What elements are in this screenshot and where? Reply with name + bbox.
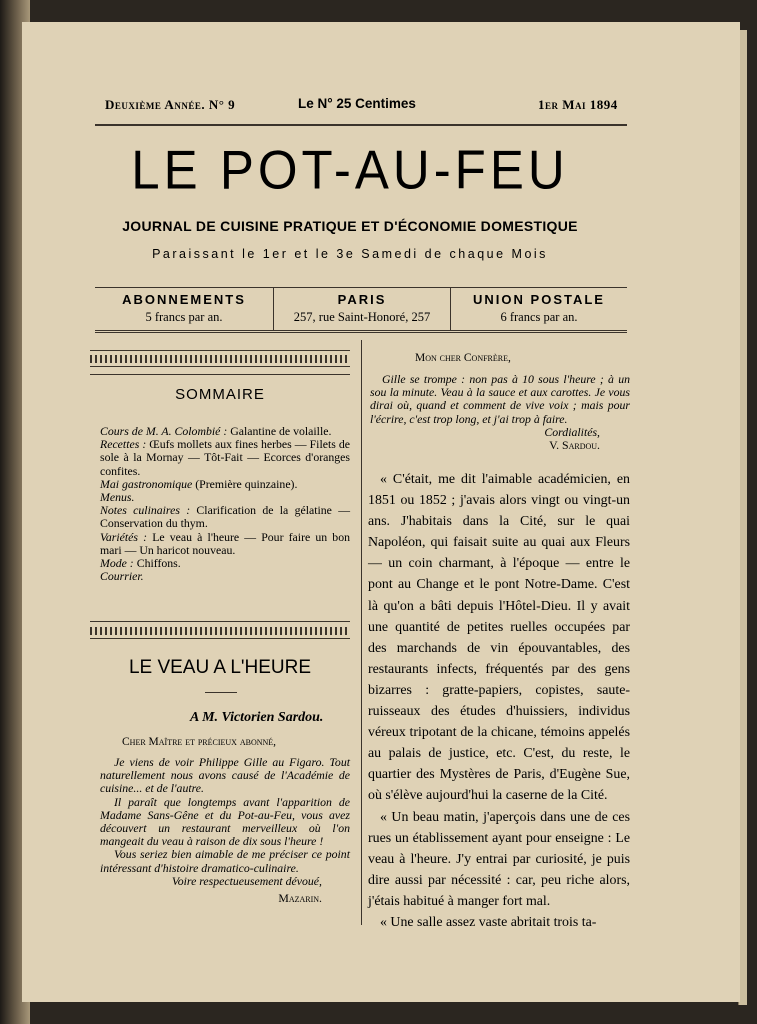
letter-paragraph: Je viens de voir Philippe Gille au Figaro. Tout naturellement nous avons causé de l'Académie de cuisine... et de l'autre.	[100, 755, 350, 796]
subscription-heading: ABONNEMENTS	[122, 292, 246, 307]
ornament-rule	[90, 627, 350, 635]
sommaire-item: Notes culinaires : Clarification de la gélatine — Conservation du thym.	[100, 503, 350, 531]
subscription-box	[95, 287, 627, 333]
column-divider	[361, 340, 362, 925]
subscription-detail: 6 francs par an.	[500, 310, 578, 324]
short-rule	[205, 692, 237, 693]
ornament-rule-line	[90, 366, 350, 367]
ornament-rule-line	[90, 638, 350, 639]
sommaire-item: Recettes : Œufs mollets aux fines herbes — Filets de sole à la Mornay — Tôt-Fait — Ecorces d'oranges confites.	[100, 437, 350, 478]
sommaire-item: Courrier.	[100, 569, 144, 584]
letter-signature: Mazarin.	[278, 891, 322, 906]
sommaire-heading: SOMMAIRE	[175, 386, 265, 403]
reply-block	[370, 373, 630, 452]
sommaire-item: Variétés : Le veau à l'heure — Pour faire un bon mari — Un haricot nouveau.	[100, 529, 350, 557]
body-paragraph: « Une salle assez vaste abritait trois ta-	[380, 914, 597, 930]
header-rule	[95, 124, 627, 126]
subscription-detail: 5 francs par an.	[145, 310, 223, 324]
reply-signature: V. Sardou.	[549, 438, 600, 453]
letter-closing: Voire respectueusement dévoué,	[171, 873, 322, 888]
issue-number: Deuxième Année. N° 9	[105, 97, 236, 112]
letter-paragraph: Il paraît que longtemps avant l'apparition de Madame Sans-Gêne et du Pot-au-Feu, vous avez découvert un restaurant merveilleux où l'on mangeait du veau à raison de dix sous l'heure !	[100, 794, 350, 849]
sommaire-item: Mai gastronomique (Première quinzaine).	[100, 476, 298, 491]
body-paragraph: « Un beau matin, j'aperçois dans une de ces rues un établissement ayant pour enseigne : Le veau à l'heure. J'y entrai par curiosité, je puis dire aussi par nécessité : car, peu riche alors, j'étais habitué à manger fort mal.	[368, 809, 630, 909]
body-paragraph: « C'était, me dit l'aimable académicien, en 1851 ou 1852 ; j'avais alors vingt ou vingt-un ans. J'habitais dans la Cité, sur le quai Napoléon, qui faisait suite au quai aux Fleurs — un coin charmant, à l'époque — entre le pont au Change et le pont Notre-Dame. C'est là qu'on a bâti depuis l'Hôtel-Dieu. Il y avait une quantité de petites ruelles occupées par des marchands de vin épouvantables, des restaurants infects, fréquentés par des gens bizarres : gratte-papiers, copistes, saute-ruisseaux des études d'huissiers, individus véreux tripotant de la chicane, témoins appelés au palais de justice, etc. C'est, du reste, le quartier des Mystères de Paris, d'Eugène Sue, où s'élève aujourd'hui la caserne de la Cité.	[368, 472, 630, 804]
letter-salutation: Cher Maître et précieux abonné,	[122, 736, 277, 748]
ornament-rule	[90, 355, 350, 363]
ornament-rule-line	[90, 621, 350, 622]
subscription-detail: 257, rue Saint-Honoré, 257	[293, 310, 431, 324]
letter-body	[100, 756, 350, 905]
issue-price: Le N° 25 Centimes	[298, 96, 416, 111]
subscription-heading: PARIS	[337, 292, 387, 307]
subscription-cell	[95, 288, 273, 330]
subscription-heading: UNION POSTALE	[473, 292, 605, 307]
sommaire-item: Mode : Chiffons.	[100, 556, 181, 571]
issue-date: 1er Mai 1894	[538, 97, 618, 112]
subscription-cell	[274, 288, 450, 330]
newspaper-title: LE POT-AU-FEU	[131, 138, 569, 201]
sommaire-item: Cours de M. A. Colombié : Galantine de volaille.	[100, 424, 332, 438]
article-dedication: A M. Victorien Sardou.	[190, 710, 324, 725]
reply-text: Gille se trompe : non pas à 10 sous l'heure ; à un sou la minute. Veau à la sauce et aux carottes. Je vous dirai où, quand et comment de vive voix ; mais pour l'écrire, c'est trop long, et j'ai trop à faire.	[370, 372, 630, 426]
letter-paragraph: Vous seriez bien aimable de me préciser ce point intéressant d'histoire dramatico-culinaire.	[100, 847, 350, 875]
sommaire-list	[100, 425, 350, 583]
article-body	[368, 469, 630, 933]
reply-salutation: Mon cher Confrère,	[415, 352, 511, 364]
sommaire-item: Menus.	[100, 490, 135, 505]
ornament-rule-line	[90, 350, 350, 351]
newspaper-subtitle: JOURNAL DE CUISINE PRATIQUE ET D'ÉCONOMIE DOMESTIQUE	[122, 218, 578, 234]
reply-closing: Cordialités,	[544, 424, 600, 439]
article-title: LE VEAU A L'HEURE	[128, 657, 312, 678]
publication-tagline: Paraissant le 1er et le 3e Samedi de chaque Mois	[152, 247, 548, 261]
subscription-cell	[451, 288, 627, 330]
ornament-rule-line	[90, 374, 350, 375]
